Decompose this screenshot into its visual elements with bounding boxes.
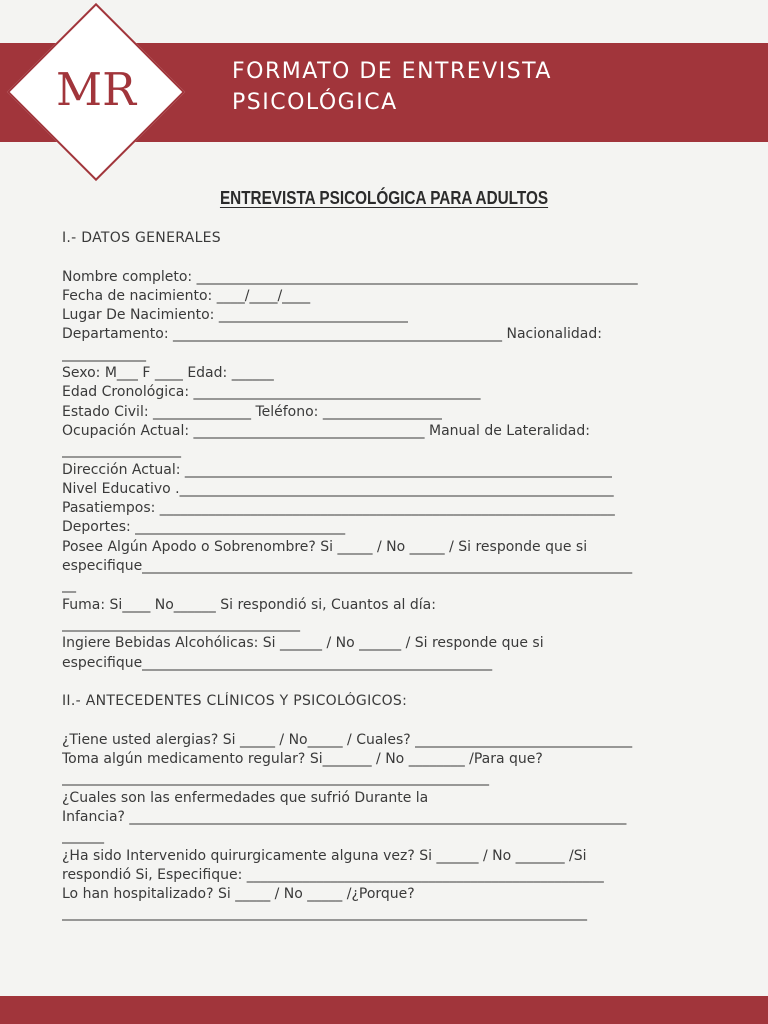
field-apodo-especifique: especifique______________________________________________________________________ xyxy=(62,558,633,575)
field-apodo: Posee Algún Apodo o Sobrenombre? Si _____ / No _____ / Si responde que si xyxy=(62,538,588,555)
field-medicamento: Toma algún medicamento regular? Si_______ / No ________ /Para que? xyxy=(62,751,543,768)
field-sexo-edad: Sexo: M___ F ____ Edad: ______ xyxy=(62,365,274,382)
field-fuma-blank: __________________________________ xyxy=(62,615,300,632)
field-intervenido: ¿Ha sido Intervenido quirurgicamente alguna vez? Si ______ / No _______ /Si xyxy=(62,847,587,864)
header-title xyxy=(232,56,752,118)
field-departamento: Departamento: _______________________________________________ Nacionalidad: xyxy=(62,326,602,343)
header-title-line1: FORMATO DE ENTREVISTA xyxy=(232,59,552,84)
footer-bar xyxy=(0,996,768,1024)
field-direccion: Dirección Actual: _____________________________________________________________ xyxy=(62,461,612,478)
form-content xyxy=(62,229,712,924)
spacer xyxy=(62,711,712,730)
field-pasatiempos: Pasatiempos: _________________________________________________________________ xyxy=(62,500,615,517)
field-infancia: Infancia? _______________________________________________________________________ xyxy=(62,808,627,825)
field-enfermedades: ¿Cuales son las enfermedades que sufrió Durante la xyxy=(62,789,429,806)
field-nacionalidad-blank: ____________ xyxy=(62,345,146,362)
field-deportes: Deportes: ______________________________ xyxy=(62,519,346,536)
field-nombre-completo: Nombre completo: _______________________________________________________________ xyxy=(62,268,638,285)
field-bebidas: Ingiere Bebidas Alcohólicas: Si ______ / No ______ / Si responde que si xyxy=(62,635,544,652)
field-estado-civil: Estado Civil: ______________ Teléfono: _________________ xyxy=(62,403,442,420)
spacer xyxy=(62,673,712,692)
field-hospitalizado: Lo han hospitalizado? Si _____ / No _____ /¿Porque? xyxy=(62,886,415,903)
field-hospitalizado-blank: ___________________________________________________________________________ xyxy=(62,905,587,922)
section-heading-antecedentes: II.- ANTECEDENTES CLÍNICOS Y PSICOLÓGICOS: xyxy=(62,693,408,710)
field-nivel-educativo: Nivel Educativo .______________________________________________________________ xyxy=(62,480,614,497)
document-title-text: ENTREVISTA PSICOLÓGICA PARA ADULTOS xyxy=(219,188,549,208)
field-apodo-blank: __ xyxy=(62,577,76,594)
field-infancia-blank: ______ xyxy=(62,828,104,845)
field-lugar-nacimiento: Lugar De Nacimiento: ___________________________ xyxy=(62,307,408,324)
field-lateralidad-blank: _________________ xyxy=(62,442,181,459)
field-edad-cronologica: Edad Cronológica: _________________________________________ xyxy=(62,384,481,401)
field-alergias: ¿Tiene usted alergias? Si _____ / No_____ / Cuales? _______________________________ xyxy=(62,731,633,748)
spacer xyxy=(62,248,712,267)
field-bebidas-especifique: especifique__________________________________________________ xyxy=(62,654,493,671)
section-heading-datos-generales: I.- DATOS GENERALES xyxy=(62,230,221,246)
field-ocupacion: Ocupación Actual: _________________________________ Manual de Lateralidad: xyxy=(62,422,590,439)
header-title-line2: PSICOLÓGICA xyxy=(232,90,398,115)
document-title xyxy=(0,185,768,211)
field-fuma: Fuma: Si____ No______ Si respondió si, Cuantos al día: xyxy=(62,596,436,613)
field-fecha-nacimiento: Fecha de nacimiento: ____/____/____ xyxy=(62,287,311,304)
field-medicamento-blank: _____________________________________________________________ xyxy=(62,770,489,787)
field-intervenido-especifique: respondió Si, Especifique: ___________________________________________________ xyxy=(62,866,604,883)
logo: MR xyxy=(56,63,136,116)
